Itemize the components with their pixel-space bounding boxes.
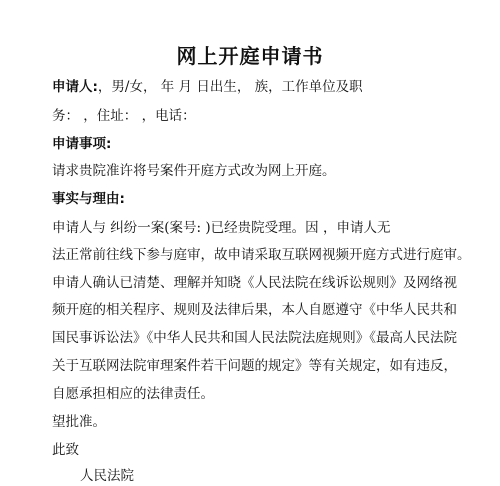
facts-line-7: 自愿承担相应的法律责任。 [52,386,214,402]
facts-heading: 事实与理由: [52,191,125,207]
facts-line-6: 关于互联网法院审理案件若干问题的规定》等有关规定，如有违反， [52,358,457,374]
facts-line-5: 国民事诉讼法》《中华人民共和国人民法院法庭规则》《最高人民法院 [52,330,457,346]
facts-line-3: 申请人确认已清楚、理解并知晓《人民法院在线诉讼规则》及网络视 [52,275,457,291]
request-heading: 申请事项: [52,136,112,152]
request-text: 请求贵院准许将号案件开庭方式改为网上开庭。 [52,163,336,179]
facts-line-4: 频开庭的相关程序、规则及法律后果，本人自愿遵守《中华人民共和 [52,302,457,318]
applicant-line-2: 务： ，住址： ，电话： [52,108,196,124]
closing-request: 望批准。 [52,414,106,430]
applicant-label: 申请人: [52,79,98,95]
closing-recipient: 人民法院 [80,468,134,484]
facts-line-2: 法正常前往线下参与庭审，故申请采取互联网视频开庭方式进行庭审。 [52,247,471,263]
applicant-line-1 [52,77,363,97]
document-title: 网上开庭申请书 [176,44,324,68]
facts-line-1: 申请人与 纠纷一案(案号: )已经贵院受理。因 ，申请人无 [52,220,391,236]
closing-salutation: 此致 [52,442,79,458]
applicant-info-1: ，男/女， 年 月 日出生， 族，工作单位及职 [97,79,363,95]
